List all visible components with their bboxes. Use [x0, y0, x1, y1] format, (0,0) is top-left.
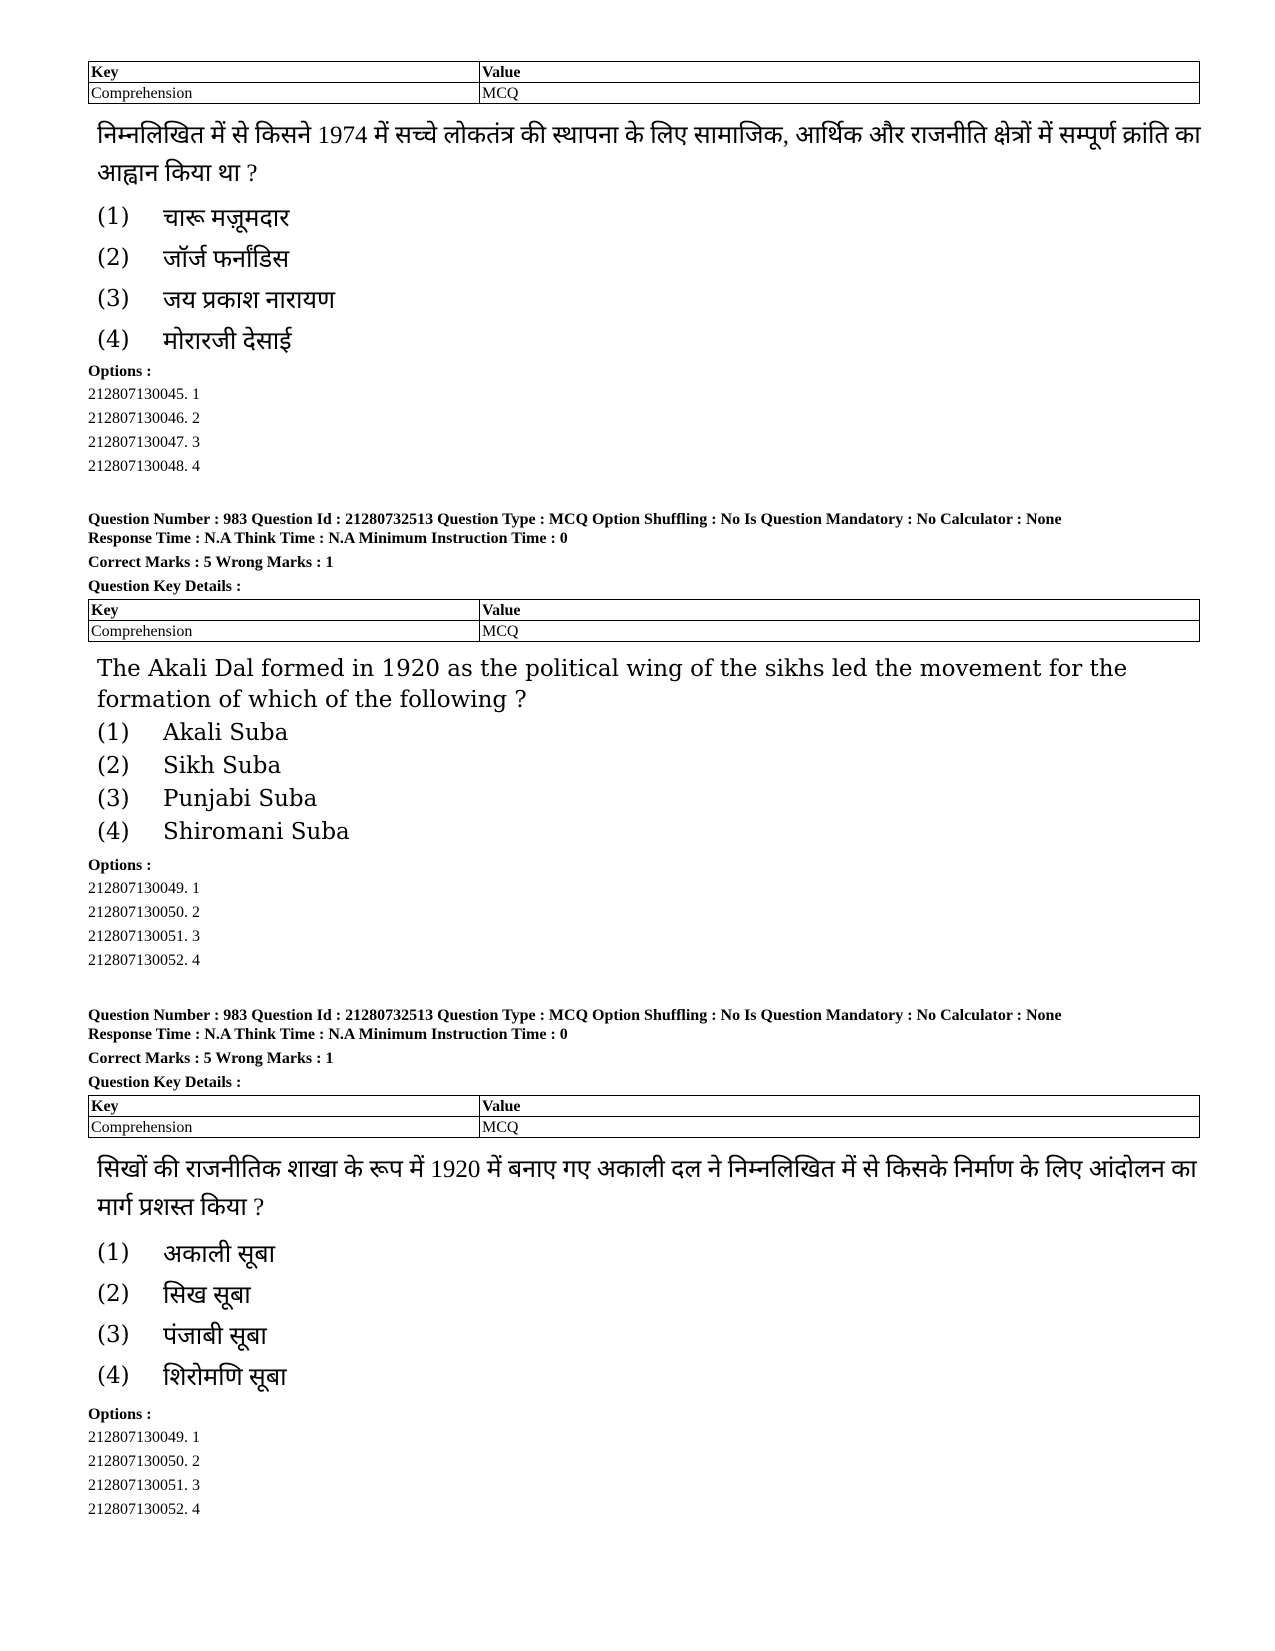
choice-item: [97, 196, 335, 237]
key-cell: Comprehension: [89, 1117, 480, 1138]
marks-line: Correct Marks : 5 Wrong Marks : 1: [88, 554, 334, 571]
option-id: 212807130049. 1: [88, 1429, 200, 1446]
options-list-2: [88, 855, 200, 973]
key-details-label: Question Key Details :: [88, 1074, 242, 1091]
option-id: 212807130046. 2: [88, 410, 200, 427]
key-header: Key: [89, 600, 480, 621]
choice-item: [97, 749, 350, 782]
table-row: [89, 83, 1200, 104]
choice-item: [97, 237, 335, 278]
value-cell: MCQ: [480, 83, 1200, 104]
marks-line: Correct Marks : 5 Wrong Marks : 1: [88, 1050, 334, 1067]
option-id: 212807130045. 1: [88, 386, 200, 403]
choice-text: Sikh Suba: [163, 752, 282, 779]
key-cell: Comprehension: [89, 83, 480, 104]
options-list-1: [88, 361, 200, 479]
choice-item: [97, 815, 350, 848]
choice-item: [97, 1273, 287, 1314]
value-header: Value: [480, 1096, 1200, 1117]
option-id: 212807130051. 3: [88, 1477, 200, 1494]
choice-number: (4): [97, 326, 130, 353]
choice-number: (3): [97, 285, 130, 312]
key-details-label: Question Key Details :: [88, 578, 242, 595]
value-cell: MCQ: [480, 621, 1200, 642]
choice-text: चारू मज़ूमदार: [163, 204, 290, 232]
choice-item: [97, 1232, 287, 1273]
choice-number: (3): [97, 785, 130, 812]
choice-text: मोरारजी देसाई: [163, 327, 292, 355]
key-cell: Comprehension: [89, 621, 480, 642]
choice-number: (1): [97, 203, 130, 230]
choice-text: अकाली सूबा: [163, 1240, 276, 1268]
options-label: Options :: [88, 1406, 152, 1423]
options-label: Options :: [88, 857, 152, 874]
choice-number: (2): [97, 1280, 130, 1307]
table-header-row: [89, 600, 1200, 621]
answer-choices-2: [97, 716, 350, 848]
choice-number: (4): [97, 818, 130, 845]
choice-number: (3): [97, 1321, 130, 1348]
choice-text: जय प्रकाश नारायण: [163, 286, 336, 314]
value-cell: MCQ: [480, 1117, 1200, 1138]
choice-number: (1): [97, 719, 130, 746]
choice-item: [97, 1314, 287, 1355]
choice-number: (4): [97, 1362, 130, 1389]
option-id: 212807130051. 3: [88, 928, 200, 945]
answer-choices-1: [97, 196, 335, 360]
choice-number: (2): [97, 244, 130, 271]
choice-text: शिरोमणि सूबा: [163, 1363, 287, 1391]
options-label: Options :: [88, 363, 152, 380]
answer-choices-3: [97, 1232, 287, 1396]
key-header: Key: [89, 1096, 480, 1117]
question-text-1: निम्नलिखित में से किसने 1974 में सच्चे लोकतंत्र की स्थापना के लिए सामाजिक, आर्थिक और राजनीति क्षेत्रों में सम्पूर्ण क्रांति का आह्वान किया था ?: [97, 122, 1201, 187]
option-id: 212807130048. 4: [88, 458, 200, 475]
meta-line: Response Time : N.A Think Time : N.A Minimum Instruction Time : 0: [88, 1026, 568, 1043]
table-header-row: [89, 62, 1200, 83]
choice-text: Akali Suba: [163, 719, 289, 746]
table-row: [89, 1117, 1200, 1138]
question-meta-2: [88, 510, 1238, 596]
question-key-table-3: [88, 1095, 1200, 1138]
meta-line: Question Number : 983 Question Id : 21280732513 Question Type : MCQ Option Shuffling : No Is Question Mandatory : No Calculator : None: [88, 511, 1062, 528]
table-row: [89, 621, 1200, 642]
choice-item: [97, 1355, 287, 1396]
question-text-3: सिखों की राजनीतिक शाखा के रूप में 1920 में बनाए गए अकाली दल ने निम्नलिखित में से किसके निर्माण के लिए आंदोलन का मार्ग प्रशस्त किया ?: [97, 1156, 1197, 1221]
question-meta-3: [88, 1006, 1238, 1092]
choice-item: [97, 782, 350, 815]
choice-text: Punjabi Suba: [163, 785, 318, 812]
choice-item: [97, 319, 335, 360]
choice-number: (2): [97, 752, 130, 779]
choice-text: सिख सूबा: [163, 1281, 251, 1309]
option-id: 212807130049. 1: [88, 880, 200, 897]
value-header: Value: [480, 62, 1200, 83]
question-key-table-2: [88, 599, 1200, 642]
options-list-3: [88, 1404, 200, 1522]
table-header-row: [89, 1096, 1200, 1117]
question-key-table-1: [88, 61, 1200, 104]
meta-line: Question Number : 983 Question Id : 21280732513 Question Type : MCQ Option Shuffling : No Is Question Mandatory : No Calculator : None: [88, 1007, 1062, 1024]
value-header: Value: [480, 600, 1200, 621]
choice-text: जॉर्ज फर्नांडिस: [163, 245, 290, 273]
option-id: 212807130047. 3: [88, 434, 200, 451]
option-id: 212807130050. 2: [88, 904, 200, 921]
meta-line: Response Time : N.A Think Time : N.A Minimum Instruction Time : 0: [88, 530, 568, 547]
key-header: Key: [89, 62, 480, 83]
option-id: 212807130052. 4: [88, 1501, 200, 1518]
choice-text: Shiromani Suba: [163, 818, 350, 845]
option-id: 212807130052. 4: [88, 952, 200, 969]
choice-text: पंजाबी सूबा: [163, 1322, 267, 1350]
question-text-2: The Akali Dal formed in 1920 as the political wing of the sikhs led the movement for the formation of which of the following ?: [97, 656, 1128, 713]
choice-item: [97, 716, 350, 749]
option-id: 212807130050. 2: [88, 1453, 200, 1470]
choice-item: [97, 278, 335, 319]
choice-number: (1): [97, 1239, 130, 1266]
